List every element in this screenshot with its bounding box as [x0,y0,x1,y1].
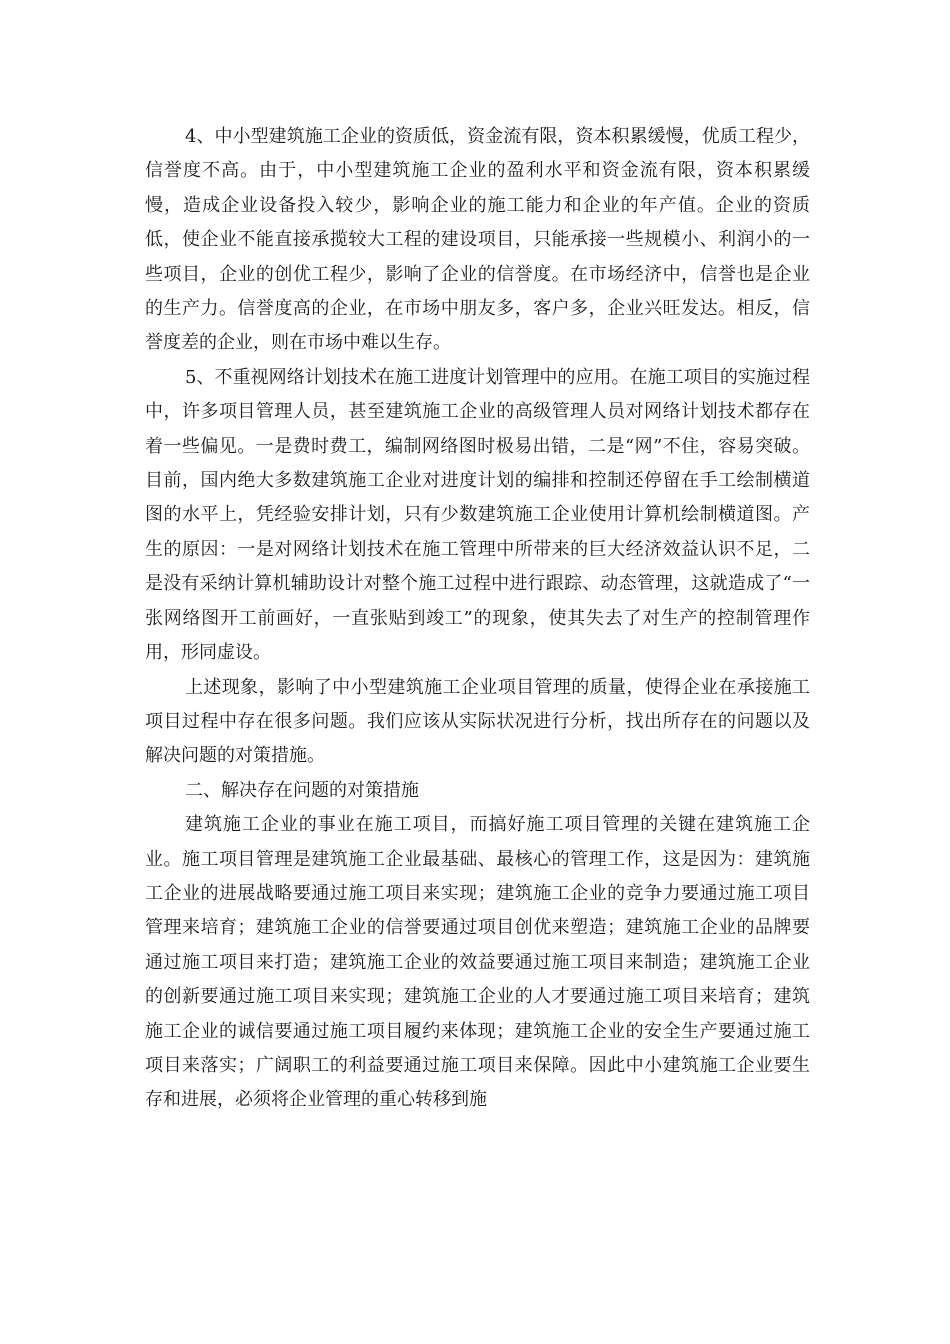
paragraph-item-5: 5、不重视网络计划技术在施工进度计划管理中的应用。在施工项目的实施过程中，许多项目管理人员，甚至建筑施工企业的高级管理人员对网络计划技术都存在着一些偏见。一是费时费工，编制网络图时极易出错，二是“网”不住，容易突破。目前，国内绝大多数建筑施工企业对进度计划的编排和控制还停留在手工绘制横道图的水平上，凭经验安排计划，只有少数建筑施工企业使用计算机绘制横道图。产生的原因：一是对网络计划技术在施工管理中所带来的巨大经济效益认识不足，二是没有采纳计算机辅助设计对整个施工过程中进行跟踪、动态管理，这就造成了“一张网络图开工前画好，一直张贴到竣工”的现象，使其失去了对生产的控制管理作用，形同虚设。 [145,366,810,664]
summary-paragraph: 上述现象，影响了中小型建筑施工企业项目管理的质量，使得企业在承接施工项目过程中存在很多问题。我们应该从实际状况进行分析，找出所存在的问题以及解决问题的对策措施。 [145,676,810,767]
section-heading: 二、解决存在问题的对策措施 [185,779,419,801]
document-body [145,120,810,1118]
section-paragraph: 建筑施工企业的事业在施工项目，而搞好施工项目管理的关键在建筑施工企业。施工项目管理是建筑施工企业最基础、最核心的管理工作，这是因为：建筑施工企业的进展战略要通过施工项目来实现；建筑施工企业的竞争力要通过施工项目管理来培育；建筑施工企业的信誉要通过项目创优来塑造；建筑施工企业的品牌要通过施工项目来打造；建筑施工企业的效益要通过施工项目来制造；建筑施工企业的创新要通过施工项目来实现；建筑施工企业的人才要通过施工项目来培育；建筑施工企业的诚信要通过施工项目履约来体现；建筑施工企业的安全生产要通过施工项目来落实；广阔职工的利益要通过施工项目来保障。因此中小建筑施工企业要生存和进展，必须将企业管理的重心转移到施 [145,814,810,1111]
paragraph-item-4: 4、中小型建筑施工企业的资质低，资金流有限，资本积累缓慢，优质工程少，信誉度不高。由于，中小型建筑施工企业的盈利水平和资金流有限，资本积累缓慢，造成企业设备投入较少，影响企业的施工能力和企业的年产值。企业的资质低，使企业不能直接承揽较大工程的建设项目，只能承接一些规模小、利润小的一些项目，企业的创优工程少，影响了企业的信誉度。在市场经济中，信誉也是企业的生产力。信誉度高的企业，在市场中朋友多，客户多，企业兴旺发达。相反，信誉度差的企业，则在市场中难以生存。 [145,126,810,354]
